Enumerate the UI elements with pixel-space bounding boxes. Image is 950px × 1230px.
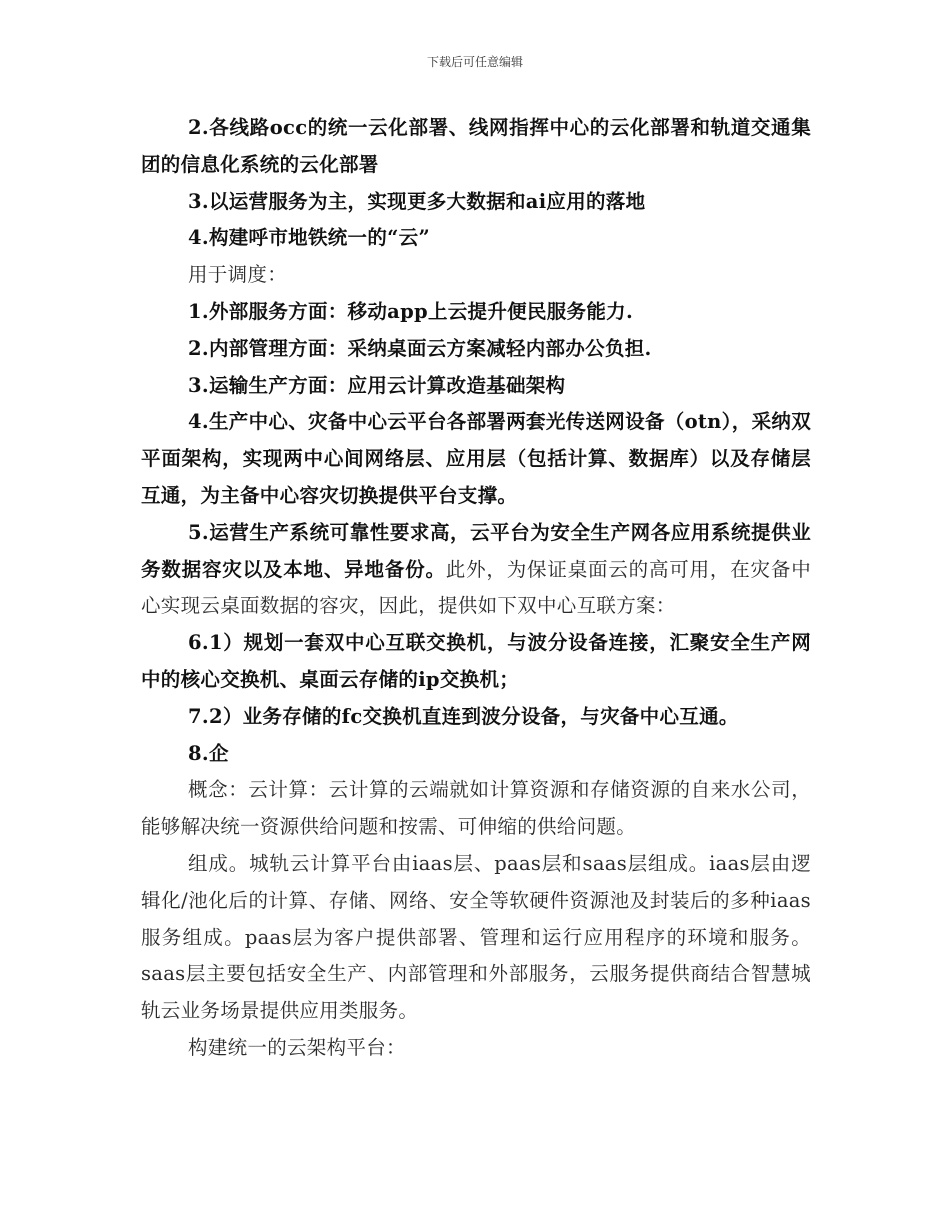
paragraph-internal-management: 2.内部管理方面：采纳桌面云方案减轻内部办公负担. <box>188 336 652 360</box>
paragraph-composition: 组成。城轨云计算平台由iaas层、paas层和saas层组成。iaas层由逻辑化/池化后的计算、存储、网络、安全等软硬件资源池及封装后的多种iaas服务组成。paas层为客户提供部署、管理和运行应用程序的环境和服务。saas层主要包括安全生产、内部管理和外部服务，云服务提供商结合智慧城轨云业务场景提供应用类服务。 <box>141 851 811 1023</box>
reliability-bold-text: 5.运营生产系统可靠性要求高，云平台为安全生产网各应用系统提供业务数据容灾以及本地、异地备份。 <box>141 520 811 581</box>
paragraph-fc-switch: 7.2）业务存储的fc交换机直连到波分设备，与灾备中心互通。 <box>188 704 739 728</box>
document-body <box>141 110 811 1067</box>
paragraph-transport-production: 3.运输生产方面：应用云计算改造基础架构 <box>188 373 566 397</box>
paragraph-unified-cloud: 4.构建呼市地铁统一的“云” <box>188 226 430 250</box>
paragraph-otn-deployment: 4.生产中心、灾备中心云平台各部署两套光传送网设备（otn），采纳双平面架构，实现两中心间网络层、应用层（包括计算、数据库）以及存储层互通，为主备中心容灾切换提供平台支撑。 <box>141 410 811 507</box>
paragraph-enterprise: 8.企 <box>188 741 229 765</box>
page-header: 下载后可任意编辑 <box>426 55 523 69</box>
reliability-normal-text: 此外，为保证桌面云的高可用，在灾备中心实现云桌面数据的容灾，因此，提供如下双中心互联方案： <box>141 557 811 618</box>
paragraph-concept: 概念：云计算：云计算的云端就如计算资源和存储资源的自来水公司，能够解决统一资源供给问题和按需、可伸缩的供给问题。 <box>141 778 811 839</box>
paragraph-cloud-deployment: 2.各线路occ的统一云化部署、线网指挥中心的云化部署和轨道交通集团的信息化系统的云化部署 <box>141 116 811 176</box>
paragraph-reliability <box>141 515 811 625</box>
paragraph-unified-platform: 构建统一的云架构平台： <box>188 1035 406 1059</box>
paragraph-external-services: 1.外部服务方面：移动app上云提升便民服务能力. <box>188 299 634 323</box>
paragraph-for-dispatch: 用于调度： <box>188 263 288 287</box>
paragraph-interconnect-switch: 6.1）规划一套双中心互联交换机，与波分设备连接，汇聚安全生产网中的核心交换机、桌面云存储的ip交换机； <box>141 631 811 691</box>
paragraph-operations-service: 3.以运营服务为主，实现更多大数据和ai应用的落地 <box>188 189 646 213</box>
